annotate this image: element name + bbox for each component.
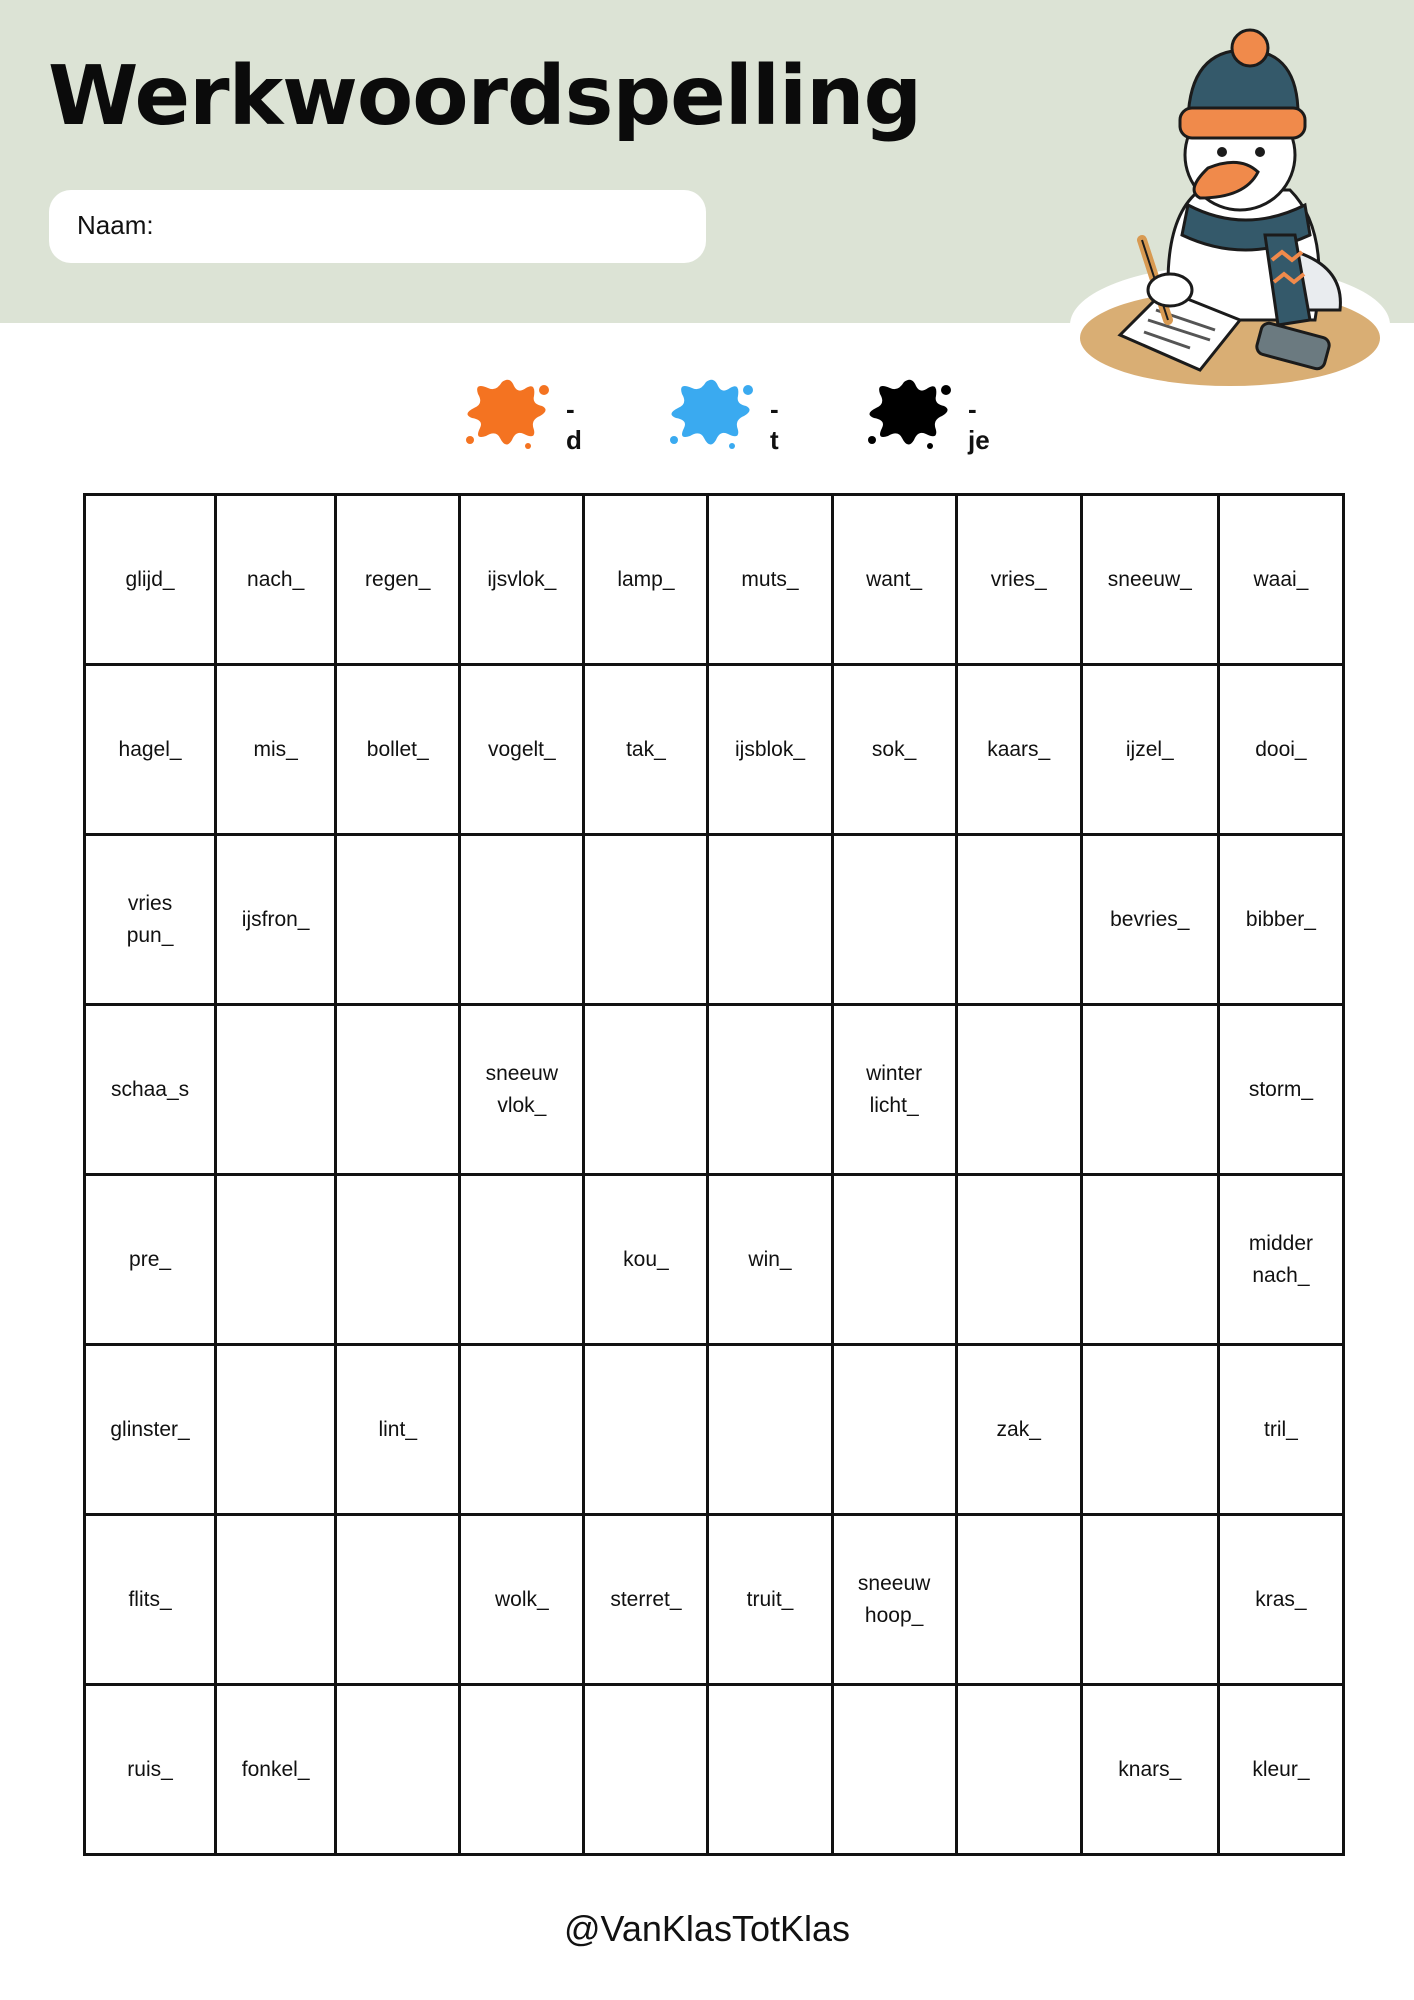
grid-row	[85, 1515, 1344, 1685]
grid-cell[interactable]	[832, 1345, 956, 1515]
grid-cell[interactable]: ijzel_	[1081, 665, 1218, 835]
grid-cell[interactable]	[460, 1345, 584, 1515]
grid-cell[interactable]	[956, 1685, 1081, 1855]
grid-cell[interactable]: lamp_	[584, 495, 708, 665]
grid-cell[interactable]	[708, 1005, 832, 1175]
grid-cell[interactable]	[708, 835, 832, 1005]
footer-handle: @VanKlasTotKlas	[563, 1908, 850, 1949]
grid-cell[interactable]: truit_	[708, 1515, 832, 1685]
legend-label-t: -t	[770, 394, 779, 455]
grid-cell[interactable]	[216, 1175, 336, 1345]
grid-cell[interactable]: glijd_	[85, 495, 216, 665]
grid-cell[interactable]: kaars_	[956, 665, 1081, 835]
grid-row	[85, 1005, 1344, 1175]
grid-cell[interactable]	[336, 1685, 460, 1855]
grid-cell[interactable]: mis_	[216, 665, 336, 835]
grid-row	[85, 495, 1344, 665]
grid-cell[interactable]: dooi_	[1218, 665, 1343, 835]
grid-cell[interactable]: tril_	[1218, 1345, 1343, 1515]
grid-cell[interactable]: regen_	[336, 495, 460, 665]
grid-cell[interactable]	[832, 835, 956, 1005]
grid-cell[interactable]	[1081, 1345, 1218, 1515]
paint-splat-icon	[462, 370, 552, 450]
grid-cell[interactable]	[1081, 1005, 1218, 1175]
grid-cell[interactable]: kras_	[1218, 1515, 1343, 1685]
legend-label-d: -d	[566, 394, 582, 455]
grid-cell[interactable]: schaa_s	[85, 1005, 216, 1175]
grid-cell[interactable]	[708, 1345, 832, 1515]
grid-cell[interactable]: bibber_	[1218, 835, 1343, 1005]
grid-cell[interactable]	[956, 1005, 1081, 1175]
grid-cell[interactable]: bollet_	[336, 665, 460, 835]
grid-cell[interactable]	[832, 1175, 956, 1345]
grid-cell[interactable]: winter licht_	[832, 1005, 956, 1175]
grid-cell[interactable]: bevries_	[1081, 835, 1218, 1005]
grid-row	[85, 1175, 1344, 1345]
word-grid	[83, 493, 1345, 1856]
grid-cell[interactable]: nach_	[216, 495, 336, 665]
grid-row	[85, 1685, 1344, 1855]
grid-cell[interactable]	[1081, 1515, 1218, 1685]
grid-cell[interactable]: waai_	[1218, 495, 1343, 665]
grid-cell[interactable]: sneeuw vlok_	[460, 1005, 584, 1175]
grid-cell[interactable]	[216, 1005, 336, 1175]
grid-cell[interactable]: kleur_	[1218, 1685, 1343, 1855]
grid-row	[85, 665, 1344, 835]
name-label: Naam:	[77, 210, 154, 240]
grid-cell[interactable]: want_	[832, 495, 956, 665]
grid-cell[interactable]: ijsvlok_	[460, 495, 584, 665]
paint-splat-icon	[666, 370, 756, 450]
grid-cell[interactable]	[1081, 1175, 1218, 1345]
grid-cell[interactable]: sneeuw hoop_	[832, 1515, 956, 1685]
grid-cell[interactable]: lint_	[336, 1345, 460, 1515]
grid-cell[interactable]	[336, 1175, 460, 1345]
grid-cell[interactable]	[336, 1515, 460, 1685]
grid-cell[interactable]	[584, 1005, 708, 1175]
grid-row	[85, 1345, 1344, 1515]
grid-cell[interactable]: flits_	[85, 1515, 216, 1685]
grid-cell[interactable]: tak_	[584, 665, 708, 835]
grid-cell[interactable]: sok_	[832, 665, 956, 835]
grid-cell[interactable]: midder nach_	[1218, 1175, 1343, 1345]
grid-cell[interactable]: kou_	[584, 1175, 708, 1345]
grid-cell[interactable]: zak_	[956, 1345, 1081, 1515]
grid-cell[interactable]: fonkel_	[216, 1685, 336, 1855]
grid-cell[interactable]: ijsfron_	[216, 835, 336, 1005]
grid-cell[interactable]	[460, 1685, 584, 1855]
grid-cell[interactable]	[216, 1345, 336, 1515]
grid-cell[interactable]: glinster_	[85, 1345, 216, 1515]
grid-cell[interactable]	[956, 1175, 1081, 1345]
grid-cell[interactable]: win_	[708, 1175, 832, 1345]
grid-cell[interactable]: ijsblok_	[708, 665, 832, 835]
grid-cell[interactable]: storm_	[1218, 1005, 1343, 1175]
grid-row	[85, 835, 1344, 1005]
legend-label-je: -je	[968, 394, 990, 455]
grid-cell[interactable]	[708, 1685, 832, 1855]
grid-cell[interactable]	[460, 835, 584, 1005]
grid-cell[interactable]: vogelt_	[460, 665, 584, 835]
grid-cell[interactable]	[584, 1685, 708, 1855]
grid-cell[interactable]	[216, 1515, 336, 1685]
grid-cell[interactable]: muts_	[708, 495, 832, 665]
grid-cell[interactable]: knars_	[1081, 1685, 1218, 1855]
grid-cell[interactable]: pre_	[85, 1175, 216, 1345]
goose-writing-icon	[1060, 20, 1390, 400]
grid-cell[interactable]: sterret_	[584, 1515, 708, 1685]
grid-cell[interactable]: ruis_	[85, 1685, 216, 1855]
grid-cell[interactable]: hagel_	[85, 665, 216, 835]
grid-cell[interactable]	[336, 1005, 460, 1175]
grid-cell[interactable]	[336, 835, 460, 1005]
grid-cell[interactable]	[460, 1175, 584, 1345]
grid-cell[interactable]: sneeuw_	[1081, 495, 1218, 665]
grid-cell[interactable]	[584, 835, 708, 1005]
grid-cell[interactable]	[956, 1515, 1081, 1685]
grid-cell[interactable]: vries pun_	[85, 835, 216, 1005]
grid-cell[interactable]	[584, 1345, 708, 1515]
name-field[interactable]	[49, 190, 706, 263]
grid-cell[interactable]: vries_	[956, 495, 1081, 665]
page-title: Werkwoordspelling	[48, 49, 922, 144]
grid-cell[interactable]: wolk_	[460, 1515, 584, 1685]
paint-splat-icon	[864, 370, 954, 450]
grid-cell[interactable]	[956, 835, 1081, 1005]
grid-cell[interactable]	[832, 1685, 956, 1855]
